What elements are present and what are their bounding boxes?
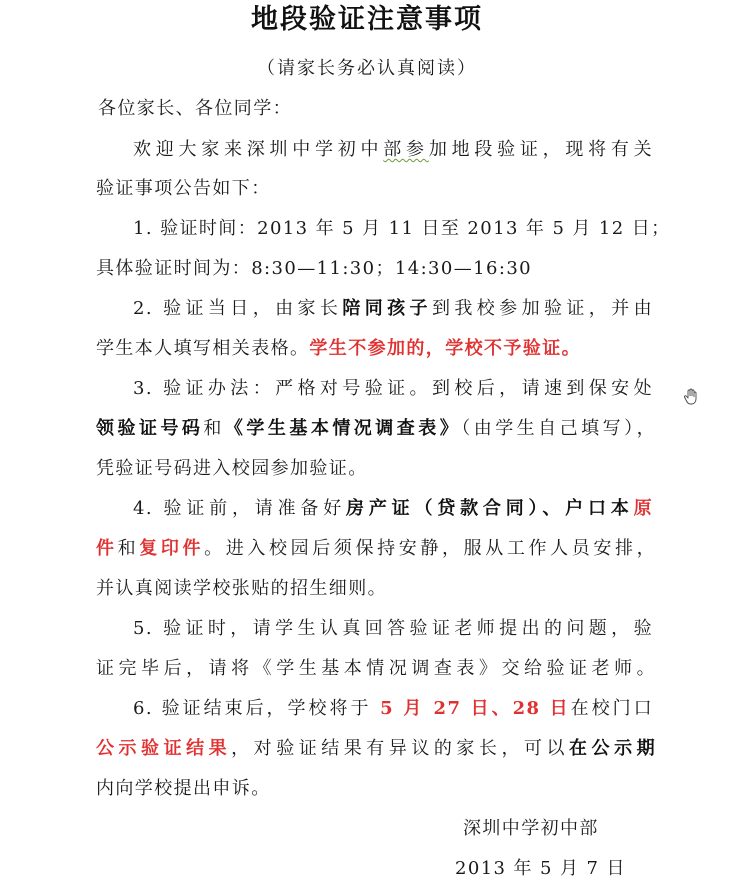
item-3-text-d: （由学生自己填写）， — [461, 418, 656, 439]
item-6-red-publish-results: 公示验证结果 — [96, 738, 232, 759]
item-4-text-a: 4. 验证前，请准备好 — [133, 498, 347, 519]
item-6-line-3: 内向学校提出申诉。 — [96, 778, 271, 799]
item-4-line-3: 并认真阅读学校张贴的招生细则。 — [96, 578, 387, 599]
item-3-text-and: 和 — [203, 418, 225, 439]
item-6-text-e: ，对验证结果有异议的家长，可以 — [231, 738, 570, 759]
item-4-line-2 — [96, 536, 656, 562]
item-4-bold-documents: 房产证（贷款合同）、户口本 — [346, 498, 634, 519]
item-2-red-period: 。 — [561, 338, 582, 359]
item-6-text-c: 在校门口 — [570, 698, 654, 719]
signature-organization: 深圳中学初中部 — [463, 818, 599, 839]
item-2-line-2 — [96, 336, 656, 362]
item-2-text-d: 学生本人填写相关表格。 — [96, 338, 310, 359]
document-subtitle: （请家长务必认真阅读） — [257, 58, 477, 79]
item-4-text-g: 。进入校园后须保持安静，服从工作人员安排， — [204, 538, 656, 559]
item-3-line-1: 3. 验证办法：严格对号验证。到校后，请速到保安处 — [133, 378, 653, 399]
signature-date: 2013 年 5 月 7 日 — [455, 858, 626, 879]
item-1-line-1: 1. 验证时间：2013 年 5 月 11 日至 2013 年 5 月 12 日； — [133, 218, 671, 239]
item-4-red-original-2: 件 — [96, 538, 118, 559]
item-3-bold-number: 领验证号码 — [96, 418, 204, 439]
document-title: 地段验证注意事项 — [251, 4, 483, 35]
item-3-bold-form: 《学生基本情况调查表》 — [224, 418, 462, 439]
item-6-bold-period: 在公示期 — [569, 738, 657, 759]
intro-line-2: 验证事项公告如下： — [96, 178, 271, 199]
item-4-red-original-1: 原 — [633, 498, 653, 519]
item-4-red-copies: 复印件 — [139, 538, 205, 559]
hand-pointer-icon — [683, 388, 699, 406]
item-1-line-2: 具体验证时间为：8:30—11:30；14:30—16:30 — [96, 258, 533, 279]
item-3-line-3: 凭验证号码进入校园参加验证。 — [96, 458, 368, 479]
item-5-line-2: 证完毕后，请将《学生基本情况调查表》交给验证老师。 — [96, 658, 656, 679]
item-2-text-c: 到我校参加验证，并由 — [431, 298, 654, 319]
intro-text-b: 加地段验证，现将有关 — [428, 139, 653, 160]
item-3-line-2 — [96, 416, 656, 442]
item-4-line-1 — [133, 496, 653, 522]
salutation: 各位家长、各位同学： — [98, 98, 292, 119]
item-6-line-2 — [96, 736, 656, 762]
item-6-red-dates: 5 月 27 日、28 日 — [380, 698, 571, 719]
item-2-line-1 — [133, 296, 653, 322]
intro-wavy-underlined-text: 部参 — [383, 139, 429, 160]
item-4-text-and: 和 — [117, 538, 140, 559]
item-5-line-1: 5. 验证时，请学生认真回答验证老师提出的问题，验 — [133, 618, 653, 639]
intro-text-a: 欢迎大家来深圳中学初中 — [133, 139, 384, 160]
item-6-text-a: 6. 验证结束后，学校将于 — [133, 698, 381, 719]
item-2-red-warning: 学生不参加的，学校不予验证 — [309, 338, 562, 359]
intro-line-1 — [133, 137, 653, 163]
item-6-line-1 — [133, 696, 653, 722]
item-2-text-a: 2. 验证当日，由家长 — [133, 298, 343, 319]
item-2-bold-accompany: 陪同孩子 — [342, 298, 432, 319]
